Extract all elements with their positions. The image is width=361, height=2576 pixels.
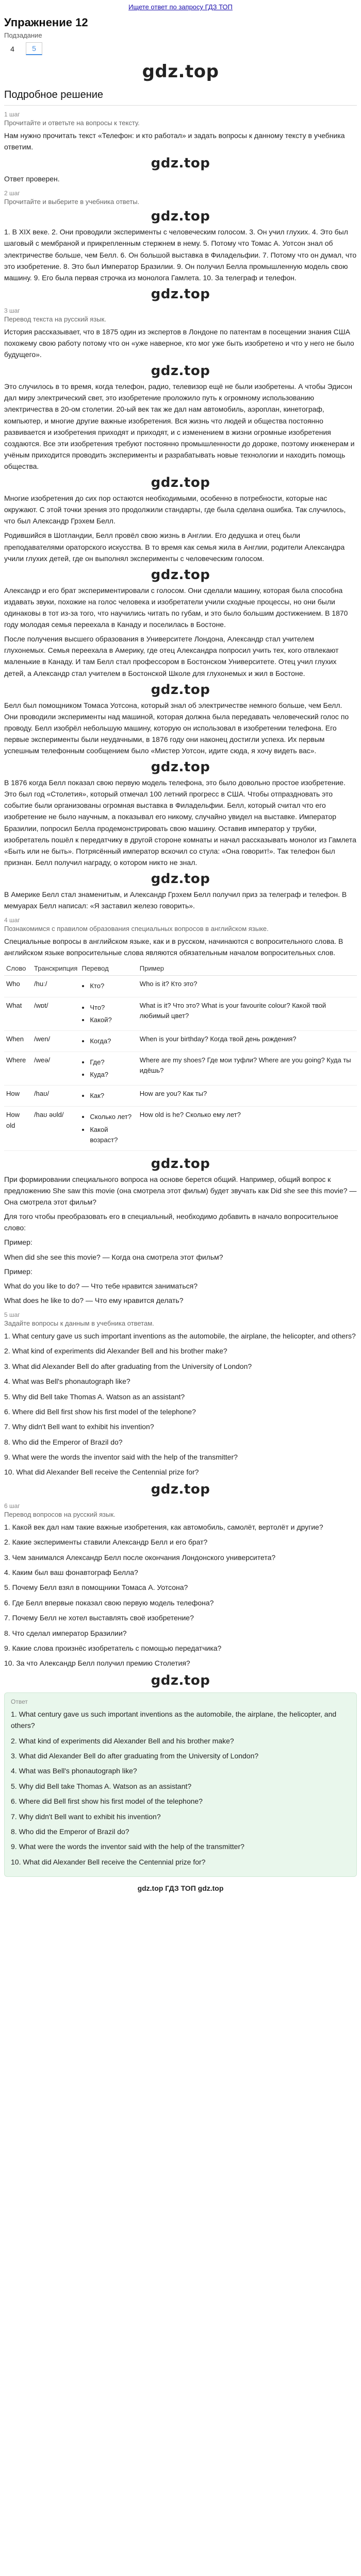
task-text: Многие изобретения до сих пор остаются необходимыми, особенно в потребности, которые нас окружают. С этой точки зрения это продолжили стандарты, где была сделана ошибка. Так случилось, что был Александр Грэхем Белл. [4,494,346,526]
table-cell-transcription: /wɒt/ [32,997,79,1030]
list-item: 3. What did Alexander Bell do after graduating from the University of London? [4,1362,252,1370]
list-item: 1. Какой век дал нам такие важные изобретения, как автомобиль, самолёт, вертолёт и другие? [4,1522,323,1531]
task-text: Это случилось в то время, когда телефон, радио, телевизор ещё не были изобретены. А чтобы Эдисон дал миру электрический свет, это изобретение проложило путь к огромному использованию электричества в 20-ом столетии. 20-ый век так же дал нам автомобиль, аэроплан, кинетограф, компьютер, и многие другие важные изобретения. Вся жизнь что людей и общества постоянно развивается и изобретения приходят и приходят, и с изменением в жизни огромные изобретения создаются. Все эти изобретения требуют постоянно промышленности до дороже, поэтому инженерам и учёным приходится проводить эксперименты и разрабатывать новые технологии и находить помощь общества. [4,382,355,470]
top-link[interactable]: Ищете ответ по запросу ГДЗ ТОП [128,3,233,11]
task-text: Белл был помощником Томаса Уотсона, который знал об электричестве немного больше, чем Белл. Они проводили эксперименты над машиной, которая должна была передавать человеческий голос по проводу. Белл изобрёл небольшую машину, которую он использовал в изобретении телефона. Его первые эксперименты были неудачными, в 1876 году они наконец достигли успеха. Их первым успешным телефонным сообщением было «Мистер Уотсон, идите сюда, я хочу видеть вас». [4,701,349,755]
table-cell-example: How old is he? Сколько ему лет? [138,1107,357,1150]
task-text: После получения высшего образования в Университете Лондона, Александр стал учителем глухонемых. Семья переехала в Америку, где отец Александра попросил учить тех, кого отвлекают маленькие в Канаду. И там Белл стал профессором в Бостонском Университете. Отец учил глухих детей, а Александр стал учителем в Бостонской Школе для глухонемых и жил в Бостоне. [4,635,339,677]
list-item: • Когда? [90,1036,135,1046]
page-title: Упражнение 12 [4,16,88,29]
list-item: 9. What were the words the inventor said with the help of the transmitter? [4,1453,238,1462]
answer-label: Ответ [11,1698,28,1705]
task-step-label: 1 шаг [4,111,20,118]
question-list [4,1330,357,1478]
task-text: В Америке Белл стал знаменитым, и Александр Грэхем Белл получил приз за телеграф и телефон. В мемуарах Белл написал: «Я заставил железо говорить». [4,890,347,910]
list-item: 6. Where did Bell first show his first model of the telephone? [11,1797,203,1806]
watermark: gdz.top [151,286,210,302]
list-item: 8. Что сделал император Бразилии? [4,1629,127,1637]
task-title: Прочитайте и ответьте на вопросы к тексту. [4,119,140,127]
table-row [4,1052,357,1086]
list-item: 2. Какие эксперименты ставили Александр Белл и его брат? [4,1538,208,1547]
table-cell-transcription: /haʊ əʊld/ [32,1107,79,1150]
list-item: 2. What kind of experiments did Alexander Bell and his brother make? [4,1347,227,1355]
list-item: 4. Каким был ваш фонавтограф Белла? [4,1568,138,1577]
table-row [4,1107,357,1150]
watermark: gdz.top [151,209,210,225]
rule-text: When did she see this movie? — Когда она смотрела этот фильм? [4,1252,223,1261]
table-row [4,1030,357,1052]
list-item: 6. Где Белл впервые показал свою первую модель телефона? [4,1598,214,1607]
list-item: 9. Какие слова произнёс изобретатель с помощью передатчика? [4,1644,222,1652]
task-2 [4,190,357,302]
table-header: Слово [4,961,32,976]
table-cell-word: What [4,997,32,1030]
table-row [4,1086,357,1107]
rule-text: Для того чтобы преобразовать его в специальный, необходимо добавить в начало вопросительное слово: [4,1212,338,1232]
table-row [4,976,357,997]
list-item: • Куда? [90,1070,135,1080]
subtask-5[interactable]: 5 [26,42,42,55]
watermark: gdz.top [151,1481,210,1497]
list-item: 1. What century gave us such important inventions as the automobile, the airplane, the helicopter, and others? [4,1331,356,1340]
table-cell-transcription: /wen/ [32,1030,79,1052]
task-text: Специальные вопросы в английском языке, как и в русском, начинаются с вопросительного слова. В английском языке вопросительные слова являются обязательным началом вопросительных слов. [4,937,343,957]
list-item: 6. Where did Bell first show his first model of the telephone? [4,1407,196,1416]
task-title: Познакомимся с правилом образования специальных вопросов в английском языке. [4,925,269,933]
watermark: gdz.top [142,61,219,82]
list-item: 7. Почему Белл не хотел выставлять своё изобретение? [4,1614,194,1622]
answer-list [11,1708,350,1868]
table-cell-word: Where [4,1052,32,1086]
list-item: 9. What were the words the inventor said with the help of the transmitter? [11,1842,244,1851]
watermark: gdz.top [151,475,210,491]
table-cell-word: Who [4,976,32,997]
task-text: Нам нужно прочитать текст «Телефон: и кто работал» и задать вопросы к данному тексту в учебника ответим. [4,131,345,151]
table-cell-example: What is it? Что это? What is your favourite colour? Какой твой любимый цвет? [138,997,357,1030]
task-step-label: 4 шаг [4,917,20,924]
task-text: 1. В XIX веке. 2. Они проводили эксперименты с человеческим голосом. 3. Он учил глухих. 4. Это был шаговый с мембраной и прикрепленным стержнем в нему. 5. Потому что Томас А. Уотсон знал об электричестве больше, чем Белл. 6. Он большой выставка в Филадельфии. 7. Потому что он думал, что это изобретение. 8. Это был Император Бразилии. 9. Он получил Белла промышленную модель свою машину. 9. Его была первая строчка из монолога Гамлета. 10. За телеграф и телефон. [4,228,357,282]
table-cell-translation [79,1107,137,1150]
subtask-4[interactable]: 4 [10,44,14,53]
table-cell-translation [79,997,137,1030]
watermark: gdz.top [151,871,210,887]
task-3 [4,307,357,911]
list-item: • Где? [90,1057,135,1067]
table-cell-translation [79,1086,137,1107]
list-item: • Как? [90,1091,135,1101]
subtask-label: Подзадание [4,31,42,39]
task-title: Перевод текста на русский язык. [4,315,106,323]
task-text: Ответ проверен. [4,175,60,183]
table-cell-transcription: /weə/ [32,1052,79,1086]
rule-text: What does he like to do? — Что ему нравится делать? [4,1296,184,1304]
list-item: 10. За что Александр Белл получил премию Столетия? [4,1659,190,1668]
rule-text: Пример: [4,1267,32,1276]
task-title: Задайте вопросы к данным в учебника ответам. [4,1319,154,1327]
question-words-table [4,961,357,1150]
task-5 [4,1311,357,1497]
list-item: 5. Why did Bell take Thomas A. Watson as an assistant? [4,1392,185,1401]
list-item: 3. What did Alexander Bell do after graduating from the University of London? [11,1751,259,1760]
list-item: • Что? [90,1003,135,1013]
list-item: • Какой? [90,1015,135,1025]
list-item: 5. Why did Bell take Thomas A. Watson as an assistant? [11,1782,192,1790]
table-cell-transcription: /haʊ/ [32,1086,79,1107]
watermark: gdz.top [151,156,210,172]
table-cell-transcription: /huː/ [32,976,79,997]
table-header: Пример [138,961,357,976]
watermark: gdz.top [151,363,210,379]
table-cell-word: How old [4,1107,32,1150]
table-cell-example: Who is it? Кто это? [138,976,357,997]
watermark: gdz.top [151,1672,210,1688]
table-row [4,997,357,1030]
task-6 [4,1502,357,1688]
list-item: 4. What was Bell's phonautograph like? [11,1767,137,1775]
table-cell-example: How are you? Как ты? [138,1086,357,1107]
list-item: 4. What was Bell's phonautograph like? [4,1377,130,1386]
table-header: Транскрипция [32,961,79,976]
table-cell-translation [79,1052,137,1086]
table-cell-translation [79,976,137,997]
list-item: • Сколько лет? [90,1112,135,1122]
list-item: • Кто? [90,981,135,991]
list-item: 7. Why didn't Bell want to exhibit his invention? [4,1422,154,1431]
table-header: Перевод [79,961,137,976]
task-step-label: 5 шаг [4,1311,20,1318]
list-item: 1. What century gave us such important inventions as the automobile, the airplane, the helicopter, and others? [11,1709,337,1730]
list-item: 3. Чем занимался Александр Белл после окончания Лондонского университета? [4,1553,276,1562]
rule-text: What do you like to do? — Что тебе нравится заниматься? [4,1281,198,1290]
rule-text: Пример: [4,1238,32,1247]
task-step-label: 3 шаг [4,307,20,314]
list-item: 8. Who did the Emperor of Brazil do? [4,1437,123,1446]
footer-watermark: gdz.top ГДЗ ТОП gdz.top [137,1884,224,1893]
watermark: gdz.top [151,759,210,775]
watermark: gdz.top [151,682,210,698]
watermark: gdz.top [151,567,210,583]
task-text: Родившийся в Шотландии, Белл провёл свою жизнь в Англии. Его дедушка и отец были преподавателями ораторского искусства. В то время как семья жила в Англии, родители Александра учили глухих детей, где он выполнял эксперименты с человеческим голосом. [4,531,345,563]
task-text: Александр и его брат экспериментировали с голосом. Они сделали машину, которая была способна издавать звуки, похожие на голос человека и изобретатели учили сходные процессы, но они были одинаковы в тот из-за того, что научились читать по губам, и это было большим достижением. В 1870 году молодая семья переехала в Канаду и поселилась в Бостоне. [4,586,348,629]
subtask-pager [4,42,357,55]
list-item: • Какой возраст? [90,1125,135,1145]
question-list [4,1521,357,1669]
task-step-label: 2 шаг [4,190,20,197]
rule-text: При формировании специального вопроса на основе берется общий. Например, общий вопрос к предложению She saw this movie (она смотрела этот фильм) будет звучать как Did she see this movie? — Она смотрела этот фильм? [4,1175,357,1207]
task-step-label: 6 шаг [4,1502,20,1510]
table-cell-translation [79,1030,137,1052]
table-cell-word: When [4,1030,32,1052]
task-1 [4,111,357,184]
answer-box [4,1692,357,1877]
list-item: 10. What did Alexander Bell receive the Centennial prize for? [11,1857,206,1866]
watermark: gdz.top [151,1156,210,1172]
section-heading: Подробное решение [4,89,357,106]
task-title: Перевод вопросов на русский язык. [4,1510,116,1518]
table-cell-word: How [4,1086,32,1107]
table-cell-example: Where are my shoes? Где мои туфли? Where are you going? Куда ты идёшь? [138,1052,357,1086]
table-cell-example: When is your birthday? Когда твой день рождения? [138,1030,357,1052]
list-item: 5. Почему Белл взял в помощники Томаса А. Уотсона? [4,1583,188,1592]
task-text: В 1876 когда Белл показал свою первую модель телефона, это было довольно простое изобретение. Это был год «Столетия», который отмечал 100 летний прогресс в США. Чтобы отпраздновать это событие были организованы огромная выставка в Филадельфии. Белл, который считал что его изобретение не было научным, а показывал его никому, случайно увидел на выставке. Император Бразилии, попросил Белла продемонстрировать свою машину. Оставив император у трубки, изобретатель пошёл к передатчику в другой стороне комнаты и начал рассказывать монолог из Гамлета «Быть или не быть». Потрясённый император вскочил со стула: «Она говорит!». Так телефон был признан. Белл получил награду, о котором никто не знал. [4,778,356,867]
task-4 [4,917,357,1306]
list-item: 2. What kind of experiments did Alexander Bell and his brother make? [11,1736,234,1745]
list-item: 8. Who did the Emperor of Brazil do? [11,1827,129,1836]
list-item: 7. Why didn't Bell want to exhibit his invention? [11,1812,161,1821]
list-item: 10. What did Alexander Bell receive the Centennial prize for? [4,1468,199,1477]
task-text: История рассказывает, что в 1875 один из экспертов в Лондоне по патентам в посещении знания США похожему свою работу потому что он «уже наверное, кто мог уже быть изобретено и что у него не было будущего». [4,327,354,359]
task-title: Прочитайте и выберите в учебника ответы. [4,198,140,206]
